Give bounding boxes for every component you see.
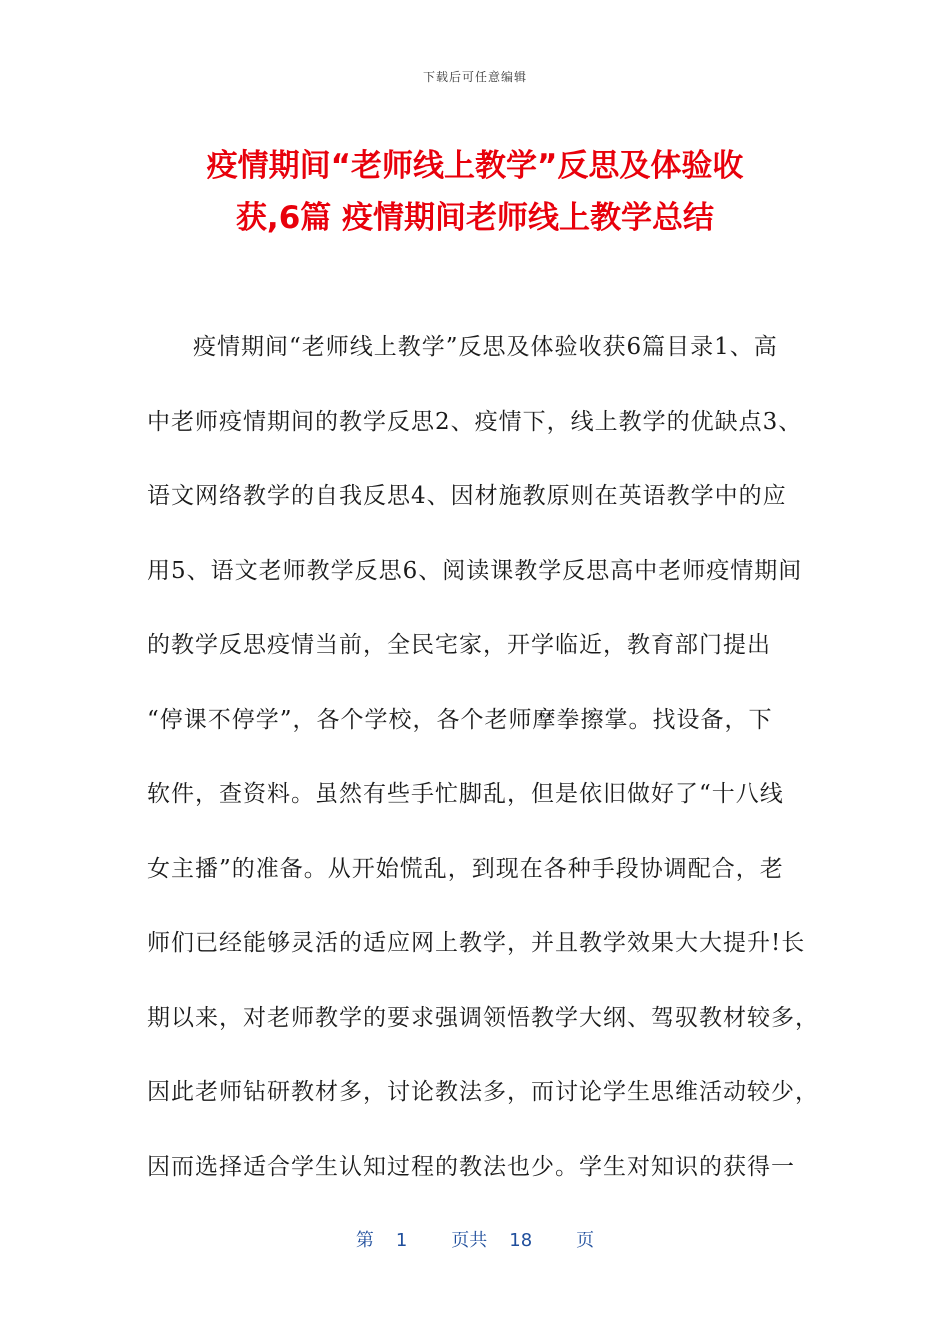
body-line: 的教学反思疫情当前，全民宅家，开学临近，教育部门提出 — [147, 632, 771, 658]
body-line: 中老师疫情期间的教学反思2、疫情下，线上教学的优缺点3、 — [147, 408, 803, 435]
body-line: 因而选择适合学生认知过程的教法也少。学生对知识的获得一 — [147, 1153, 795, 1180]
body-line: “停课不停学”，各个学校，各个老师摩拳擦掌。找设备，下 — [147, 706, 773, 733]
footer-suffix: 页 — [576, 1230, 595, 1251]
body-line: 因此老师钻研教材多，讨论教法多，而讨论学生思维活动较少， — [147, 1079, 819, 1105]
body-line: 软件，查资料。虽然有些手忙脚乱，但是依旧做好了“十八线 — [147, 781, 784, 807]
page-footer — [0, 1226, 950, 1252]
body-line: 用5、语文老师教学反思6、阅读课教学反思高中老师疫情期间 — [147, 557, 803, 584]
document-title — [120, 140, 830, 244]
header-note: 下载后可任意编辑 — [422, 70, 527, 84]
body-line: 女主播”的准备。从开始慌乱，到现在各种手段协调配合，老 — [147, 855, 784, 882]
footer-total-pages: 18 — [509, 1230, 533, 1251]
title-line-1: 疫情期间“老师线上教学”反思及体验收 — [206, 148, 744, 184]
footer-prefix: 第 — [355, 1230, 374, 1251]
footer-current-page: 1 — [395, 1230, 408, 1251]
body-paragraph — [147, 310, 819, 1204]
body-line: 师们已经能够灵活的适应网上教学，并且教学效果大大提升!长 — [147, 930, 806, 956]
title-line-2: 获,6篇 疫情期间老师线上教学总结 — [235, 200, 715, 236]
footer-middle: 页共 — [451, 1230, 488, 1251]
body-line: 疫情期间“老师线上教学”反思及体验收获6篇目录1、高 — [193, 334, 778, 360]
body-line: 期以来，对老师教学的要求强调领悟教学大纲、驾驭教材较多， — [147, 1004, 819, 1031]
body-line: 语文网络教学的自我反思4、因材施教原则在英语教学中的应 — [147, 483, 787, 509]
